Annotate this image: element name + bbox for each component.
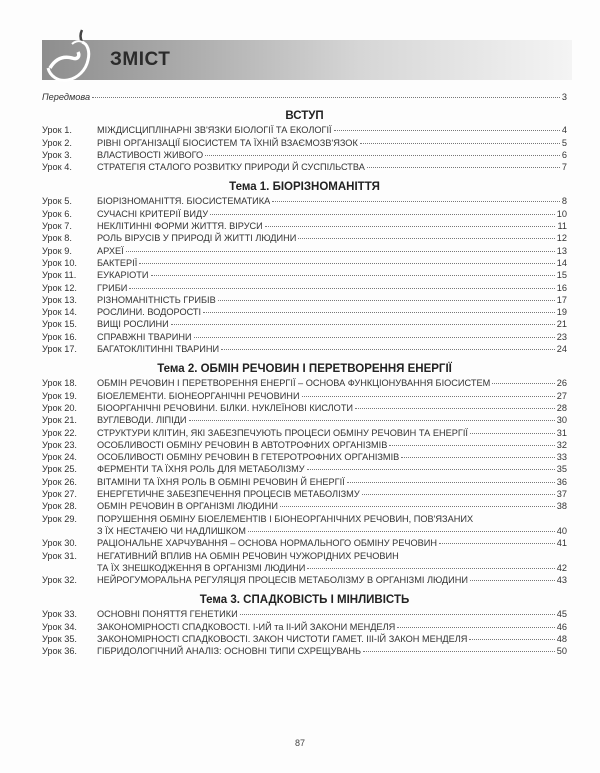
entry-title: ЕУКАРІОТИ <box>97 270 149 281</box>
dot-leader <box>92 97 560 98</box>
toc-entry[interactable] <box>42 331 567 343</box>
lesson-label: Урок 8. <box>42 233 72 244</box>
lesson-label: Урок 21. <box>42 415 77 426</box>
toc-entry[interactable] <box>42 621 567 633</box>
dot-leader <box>272 201 560 202</box>
entry-title: БІОРІЗНОМАНІТТЯ. БІОСИСТЕМАТИКА <box>97 196 271 207</box>
entry-page: 50 <box>556 646 567 657</box>
lesson-label: Урок 25. <box>42 464 77 475</box>
entry-title: ЗАКОНОМІРНОСТІ СПАДКОВОСТІ. ЗАКОН ЧИСТОТИ ГАМЕТ. ІІІ-ІЙ ЗАКОН МЕНДЕЛЯ <box>97 633 468 644</box>
lesson-label: Урок 20. <box>42 402 77 413</box>
toc-entry[interactable] <box>42 500 567 512</box>
entry-title: СТРУКТУРИ КЛІТИН, ЯКІ ЗАБЕЗПЕЧУЮТЬ ПРОЦЕСИ ОБМІНУ РЕЧОВИН ТА ЕНЕРГІЇ <box>97 427 468 438</box>
entry-page: 36 <box>556 476 567 487</box>
entry-page: 42 <box>556 562 567 573</box>
lesson-label: Урок 19. <box>42 390 77 401</box>
toc-entry[interactable] <box>42 245 567 257</box>
entry-page: 14 <box>556 257 567 268</box>
entry-title: РОЛЬ ВІРУСІВ У ПРИРОДІ Й ЖИТТІ ЛЮДИНИ <box>97 233 297 244</box>
dot-leader <box>307 568 554 569</box>
lesson-label: Урок 16. <box>42 331 77 342</box>
toc-entry[interactable] <box>42 208 567 220</box>
entry-page: 8 <box>561 196 567 207</box>
lesson-label: Урок 28. <box>42 501 77 512</box>
toc-entry[interactable] <box>42 269 567 281</box>
entry-title: ВЛАСТИВОСТІ ЖИВОГО <box>97 149 204 160</box>
lesson-label: Урок 15. <box>42 319 77 330</box>
entry-page: 32 <box>556 439 567 450</box>
toc-entry[interactable] <box>42 608 567 620</box>
lesson-label: Урок 22. <box>42 427 77 438</box>
lesson-label: Урок 33. <box>42 609 77 620</box>
lesson-label: Урок 10. <box>42 257 77 268</box>
entry-title: ЗАКОНОМІРНОСТІ СПАДКОВОСТІ. І-ИЙ та ІІ-ИЙ ЗАКОНИ МЕНДЕЛЯ <box>97 621 396 632</box>
entry-page: 17 <box>556 294 567 305</box>
toc-entry[interactable] <box>42 463 567 475</box>
entry-page: 13 <box>556 245 567 256</box>
section-heading: ВСТУП <box>285 110 324 123</box>
lesson-label: Урок 27. <box>42 489 77 500</box>
entry-page: 27 <box>556 390 567 401</box>
entry-title: СТРАТЕГІЯ СТАЛОГО РОЗВИТКУ ПРИРОДИ Й СУСПІЛЬСТВА <box>97 162 365 173</box>
entry-page: 43 <box>556 575 567 586</box>
lesson-label: Урок 31. <box>42 550 77 561</box>
dot-leader <box>189 420 555 421</box>
entry-page: 23 <box>556 331 567 342</box>
toc-entry[interactable] <box>42 537 567 549</box>
toc-entry-preface[interactable] <box>42 91 567 103</box>
entry-page: 3 <box>561 92 567 102</box>
entry-page: 35 <box>556 464 567 475</box>
entry-page: 10 <box>556 208 567 219</box>
entry-title-continued: З ЇХ НЕСТАЧЕЮ ЧИ НАДЛИШКОМ <box>97 525 246 536</box>
entry-title: МІЖДИСЦИПЛІНАРНІ ЗВ'ЯЗКИ БІОЛОГІЇ ТА ЕКОЛОГІЇ <box>97 125 332 136</box>
entry-page: 28 <box>556 402 567 413</box>
lesson-label: Урок 36. <box>42 646 77 657</box>
lesson-label: Урок 4. <box>42 162 72 173</box>
entry-page: 24 <box>556 344 567 355</box>
toc-entry[interactable] <box>42 414 567 426</box>
dot-leader <box>171 324 555 325</box>
entry-title: ПОРУШЕННЯ ОБМІНУ БІОЕЛЕМЕНТІВ І БІОНЕОРГАНІЧНИХ РЕЧОВИН, ПОВ'ЯЗАНИХ <box>97 513 474 524</box>
lesson-label: Урок 32. <box>42 575 77 586</box>
dot-leader <box>298 238 554 239</box>
toc-entry[interactable] <box>42 318 567 330</box>
dot-leader <box>221 349 555 350</box>
toc-entry[interactable] <box>42 149 567 161</box>
entry-page: 4 <box>561 125 567 136</box>
entry-title: РІВНІ ОРГАНІЗАЦІЇ БІОСИСТЕМ ТА ЇХНІЙ ВЗАЄМОЗВ'ЯЗОК <box>97 137 358 148</box>
lesson-label: Урок 5. <box>42 196 72 207</box>
entry-title: СУЧАСНІ КРИТЕРІЇ ВИДУ <box>97 208 209 219</box>
lesson-label: Урок 2. <box>42 137 72 148</box>
entry-page: 6 <box>561 149 567 160</box>
entry-page: 30 <box>556 415 567 426</box>
toc-entry[interactable] <box>42 282 567 294</box>
dot-leader <box>205 155 560 156</box>
toc-entry[interactable] <box>42 390 567 402</box>
toc-entry[interactable] <box>42 137 567 149</box>
entry-page: 31 <box>556 427 567 438</box>
entry-title: РАЦІОНАЛЬНЕ ХАРЧУВАННЯ – ОСНОВА НОРМАЛЬНОГО ОБМІНУ РЕЧОВИН <box>97 538 438 549</box>
lesson-label: Урок 26. <box>42 476 77 487</box>
entry-title: ГІБРИДОЛОГІЧНИЙ АНАЛІЗ: ОСНОВНІ ТИПИ СХРЕЩУВАНЬ <box>97 646 362 657</box>
entry-title: СПРАВЖНІ ТВАРИНИ <box>97 331 192 342</box>
toc-entry[interactable] <box>42 377 567 389</box>
toc-entry[interactable] <box>42 427 567 439</box>
entry-title: ВУГЛЕВОДИ. ЛІПІДИ <box>97 415 187 426</box>
entry-page: 26 <box>556 378 567 389</box>
entry-page: 15 <box>556 270 567 281</box>
dot-leader <box>362 494 555 495</box>
entry-title: БІОЕЛЕМЕНТИ. БІОНЕОРГАНІЧНІ РЕЧОВИНИ <box>97 390 300 401</box>
entry-title: ОБМІН РЕЧОВИН В ОРГАНІЗМІ ЛЮДИНИ <box>97 501 278 512</box>
lesson-label: Урок 6. <box>42 208 72 219</box>
entry-page: 38 <box>556 501 567 512</box>
dot-leader <box>194 337 555 338</box>
entry-title: НЕГАТИВНИЙ ВПЛИВ НА ОБМІН РЕЧОВИН ЧУЖОРІДНИХ РЕЧОВИН <box>97 550 399 561</box>
toc-entry[interactable] <box>42 257 567 269</box>
dot-leader <box>151 275 555 276</box>
dot-leader <box>355 408 555 409</box>
toc-entry[interactable] <box>42 550 567 562</box>
dot-leader <box>389 445 554 446</box>
toc-entry[interactable] <box>42 645 567 657</box>
entry-title-continued: ТА ЇХ ЗНЕШКОДЖЕННЯ В ОРГАНІЗМІ ЛЮДИНИ <box>97 562 306 573</box>
dot-leader <box>469 639 554 640</box>
dot-leader <box>248 531 555 532</box>
dot-leader <box>240 614 555 615</box>
entry-title: БІООРГАНІЧНІ РЕЧОВИНИ. БІЛКИ. НУКЛЕЇНОВІ КИСЛОТИ <box>97 402 354 413</box>
lesson-label: Урок 13. <box>42 294 77 305</box>
toc-entry[interactable] <box>42 574 567 586</box>
dot-leader <box>265 226 556 227</box>
section-heading: Тема 2. ОБМІН РЕЧОВИН І ПЕРЕТВОРЕННЯ ЕНЕРГІЇ <box>157 363 452 376</box>
dot-leader <box>307 469 555 470</box>
dot-leader <box>363 651 555 652</box>
dot-leader <box>280 506 555 507</box>
dot-leader <box>126 251 555 252</box>
lesson-label: Урок 18. <box>42 378 77 389</box>
dot-leader <box>360 143 560 144</box>
lesson-label: Урок 12. <box>42 282 77 293</box>
entry-page: 41 <box>556 538 567 549</box>
entry-title: ВИЩІ РОСЛИНИ <box>97 319 169 330</box>
dot-leader <box>470 580 555 581</box>
lesson-label: Урок 3. <box>42 149 72 160</box>
lesson-label: Урок 1. <box>42 125 72 136</box>
toc-entry[interactable] <box>42 306 567 318</box>
page-title: ЗМІСТ <box>110 49 171 70</box>
table-of-contents <box>42 91 567 658</box>
toc-entry[interactable] <box>42 451 567 463</box>
section-heading: Тема 1. БІОРІЗНОМАНІТТЯ <box>229 181 380 194</box>
apple-leaf-swirl-icon <box>42 28 102 84</box>
dot-leader <box>334 130 560 131</box>
entry-page: 11 <box>557 221 567 232</box>
toc-entry[interactable] <box>42 220 567 232</box>
toc-entry[interactable] <box>42 439 567 451</box>
entry-page: 7 <box>561 162 567 173</box>
dot-leader <box>401 457 554 458</box>
entry-title: ГРИБИ <box>97 282 128 293</box>
entry-title: БАГАТОКЛІТИННІ ТВАРИНИ <box>97 344 220 355</box>
entry-page: 12 <box>556 233 567 244</box>
entry-page: 19 <box>556 307 567 318</box>
lesson-label: Урок 24. <box>42 452 77 463</box>
dot-leader <box>367 167 560 168</box>
entry-page: 33 <box>556 452 567 463</box>
entry-page: 46 <box>556 621 567 632</box>
dot-leader <box>139 263 554 264</box>
lesson-label: Урок 14. <box>42 307 77 318</box>
entry-page: 48 <box>556 633 567 644</box>
toc-entry[interactable] <box>42 402 567 414</box>
entry-title: ОСНОВНІ ПОНЯТТЯ ГЕНЕТИКИ <box>97 609 238 620</box>
entry-title: РОСЛИНИ. ВОДОРОСТІ <box>97 307 202 318</box>
toc-entry[interactable] <box>42 124 567 136</box>
dot-leader <box>470 433 555 434</box>
dot-leader <box>302 396 555 397</box>
lesson-label: Урок 9. <box>42 245 72 256</box>
dot-leader <box>218 300 555 301</box>
entry-title: ФЕРМЕНТИ ТА ЇХНЯ РОЛЬ ДЛЯ МЕТАБОЛІЗМУ <box>97 464 305 475</box>
entry-title: ОСОБЛИВОСТІ ОБМІНУ РЕЧОВИН В ГЕТЕРОТРОФНИХ ОРГАНІЗМІВ <box>97 452 400 463</box>
entry-title: БАКТЕРІЇ <box>97 257 138 268</box>
page-number: 87 <box>294 738 305 748</box>
entry-page: 40 <box>556 525 567 536</box>
toc-entry[interactable] <box>42 633 567 645</box>
toc-entry[interactable] <box>42 195 567 207</box>
lesson-label: Урок 7. <box>42 221 72 232</box>
entry-page: 21 <box>556 319 567 330</box>
entry-page: 16 <box>556 282 567 293</box>
entry-title: ОСОБЛИВОСТІ ОБМІНУ РЕЧОВИН В АВТОТРОФНИХ ОРГАНІЗМІВ <box>97 439 388 450</box>
toc-entry[interactable] <box>42 232 567 244</box>
entry-title: ОБМІН РЕЧОВИН І ПЕРЕТВОРЕННЯ ЕНЕРГІЇ – ОСНОВА ФУНКЦІОНУВАННЯ БІОСИСТЕМ <box>97 378 491 389</box>
toc-entry-continuation[interactable] <box>42 562 567 574</box>
dot-leader <box>210 214 555 215</box>
toc-entry[interactable] <box>42 294 567 306</box>
entry-page: 37 <box>556 489 567 500</box>
entry-page: 5 <box>561 137 567 148</box>
dot-leader <box>347 482 555 483</box>
lesson-label: Урок 35. <box>42 633 77 644</box>
entry-page: 45 <box>556 609 567 620</box>
entry-title: НЕЙРОГУМОРАЛЬНА РЕГУЛЯЦІЯ ПРОЦЕСІВ МЕТАБОЛІЗМУ В ОРГАНІЗМІ ЛЮДИНИ <box>97 575 468 586</box>
dot-leader <box>439 543 555 544</box>
toc-entry[interactable] <box>42 161 567 173</box>
entry-title: АРХЕЇ <box>97 245 124 256</box>
lesson-label: Урок 30. <box>42 538 77 549</box>
dot-leader <box>492 383 555 384</box>
toc-entry[interactable] <box>42 343 567 355</box>
entry-title: Передмова <box>42 92 91 102</box>
toc-entry[interactable] <box>42 488 567 500</box>
section-heading: Тема 3. СПАДКОВІСТЬ І МІНЛИВІСТЬ <box>199 594 410 607</box>
dot-leader <box>397 627 555 628</box>
toc-entry-continuation[interactable] <box>42 525 567 537</box>
lesson-label: Урок 11. <box>42 270 77 281</box>
lesson-label: Урок 17. <box>42 344 77 355</box>
entry-title: РІЗНОМАНІТНІСТЬ ГРИБІВ <box>97 294 216 305</box>
lesson-label: Урок 29. <box>42 513 77 524</box>
toc-entry[interactable] <box>42 476 567 488</box>
lesson-label: Урок 23. <box>42 439 77 450</box>
lesson-label: Урок 34. <box>42 621 77 632</box>
entry-title: ВІТАМІНИ ТА ЇХНЯ РОЛЬ В ОБМІНІ РЕЧОВИН Й ЕНЕРГІЇ <box>97 476 345 487</box>
entry-title: НЕКЛІТИННІ ФОРМИ ЖИТТЯ. ВІРУСИ <box>97 221 263 232</box>
toc-entry[interactable] <box>42 513 567 525</box>
entry-title: ЕНЕРГЕТИЧНЕ ЗАБЕЗПЕЧЕННЯ ПРОЦЕСІВ МЕТАБОЛІЗМУ <box>97 489 360 500</box>
dot-leader <box>203 312 555 313</box>
dot-leader <box>129 288 554 289</box>
